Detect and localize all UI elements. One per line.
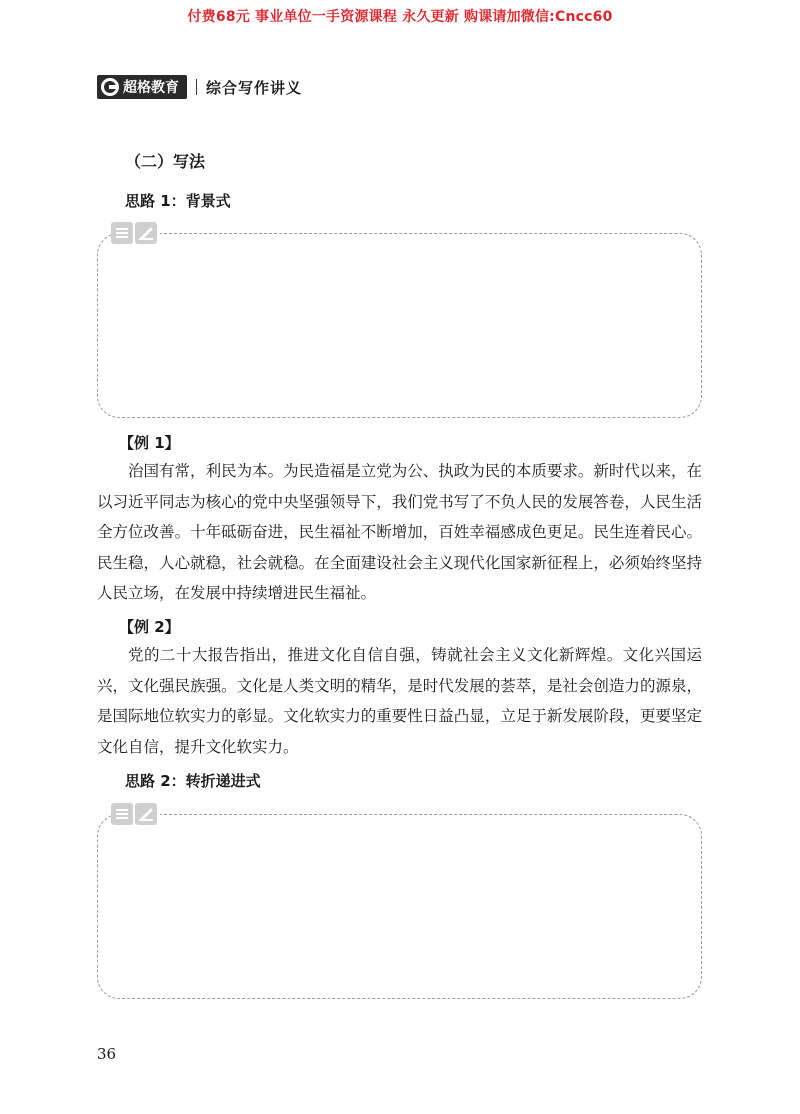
header-title: 综合写作讲义 bbox=[206, 78, 303, 97]
note-box-2[interactable] bbox=[97, 814, 702, 999]
section-title: （二）写法 bbox=[125, 152, 206, 171]
note-box-1[interactable] bbox=[97, 233, 702, 418]
watermark-banner: 付费68元 事业单位一手资源课程 永久更新 购课请加微信:Cncc60 bbox=[187, 9, 613, 25]
example-1-label: 【例 1】 bbox=[119, 434, 180, 452]
pen-icon bbox=[135, 222, 157, 244]
idea-1-title: 思路 1：背景式 bbox=[125, 192, 231, 210]
pen-icon bbox=[135, 803, 157, 825]
logo-icon bbox=[101, 78, 119, 96]
page-header bbox=[97, 74, 302, 100]
example-2-text: 党的二十大报告指出，推进文化自信自强，铸就社会主义文化新辉煌。文化兴国运兴，文化强民族强。文化是人类文明的精华，是时代发展的荟萃，是社会创造力的源泉，是国际地位软实力的彰显。文化软实力的重要性日益凸显，立足于新发展阶段，更要坚定文化自信，提升文化软实力。 bbox=[97, 646, 702, 756]
note-icons-2 bbox=[111, 803, 160, 825]
header-divider bbox=[196, 79, 197, 95]
idea-2-title: 思路 2：转折递进式 bbox=[125, 772, 261, 790]
example-1-text: 治国有常，利民为本。为民造福是立党为公、执政为民的本质要求。新时代以来，在以习近平同志为核心的党中央坚强领导下，我们党书写了不负人民的发展答卷，人民生活全方位改善。十年砥砺奋进，民生福祉不断增加，百姓幸福感成色更足。民生连着民心。民生稳，人心就稳，社会就稳。在全面建设社会主义现代化国家新征程上，必须始终坚持人民立场，在发展中持续增进民生福祉。 bbox=[97, 462, 702, 602]
note-icon bbox=[111, 222, 133, 244]
brand-logo bbox=[97, 75, 187, 99]
page-number: 36 bbox=[97, 1045, 117, 1063]
note-icon bbox=[111, 803, 133, 825]
note-icons-1 bbox=[111, 222, 160, 244]
example-2-label: 【例 2】 bbox=[119, 618, 180, 636]
logo-text: 超格教育 bbox=[123, 80, 179, 96]
